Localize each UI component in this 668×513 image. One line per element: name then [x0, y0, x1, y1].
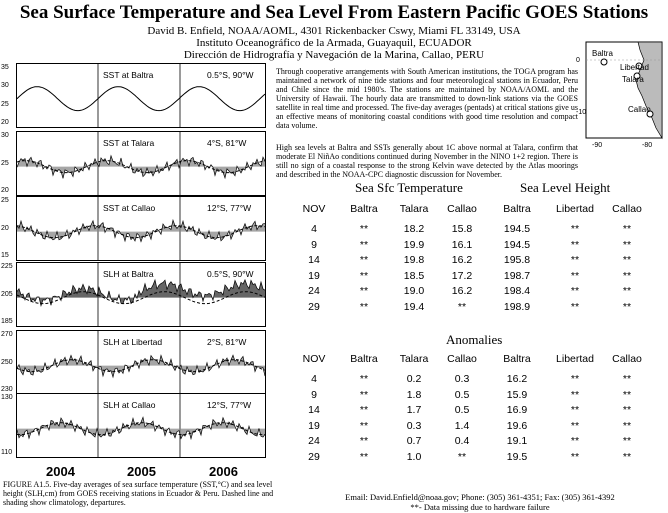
values-cell: ** — [570, 238, 580, 251]
map-tick-lat-10: -10 — [576, 109, 587, 116]
values-cell: ** — [622, 238, 632, 251]
panel-label: SLH at Libertad — [103, 337, 163, 347]
anomalies-cell: ** — [359, 388, 369, 401]
anomalies-cell: 24 — [308, 435, 320, 447]
anomalies-cell: ** — [570, 373, 580, 385]
y-tick-label: 35 — [1, 64, 9, 71]
station-map — [576, 40, 664, 150]
values-cell: 18.5 — [403, 269, 425, 282]
values-cell: ** — [570, 300, 580, 313]
anomalies-column-header: NOV — [302, 353, 326, 365]
values-cell: 19.4 — [403, 300, 425, 313]
anomalies-cell: 19.6 — [506, 419, 528, 432]
panel-coords: 0.5°S, 90°W — [207, 70, 254, 80]
anomalies-cell: 1.7 — [406, 404, 422, 416]
values-cell: 19.8 — [403, 254, 425, 266]
map-tick-lon-80: -80 — [642, 142, 653, 149]
y-tick-label: 25 — [1, 197, 9, 204]
anomalies-cell: ** — [570, 450, 580, 463]
departure-shading — [17, 417, 265, 439]
y-tick-label: 15 — [1, 252, 9, 259]
anomalies-cell: 0.5 — [454, 388, 470, 401]
y-tick-label: 110 — [1, 449, 13, 456]
anomalies-column-header: Libertad — [556, 353, 594, 365]
anomalies-column-header: Baltra — [503, 353, 531, 365]
anomalies-cell: 0.5 — [454, 404, 470, 416]
values-cell: 198.4 — [503, 285, 531, 297]
values-cell: ** — [570, 269, 580, 282]
anomalies-cell: 16.2 — [506, 373, 528, 385]
panel-coords: 4°S, 81°W — [207, 138, 247, 148]
values-cell: 194.5 — [503, 238, 531, 251]
departure-shading — [17, 156, 265, 179]
anomalies-cell: ** — [622, 388, 632, 401]
anomalies-cell: ** — [570, 419, 580, 432]
y-tick-label: 20 — [1, 187, 9, 194]
values-cell: ** — [457, 300, 467, 313]
panel-coords: 0.5°S, 90°W — [207, 269, 254, 279]
panel-label: SST at Talara — [103, 138, 155, 148]
anomalies-cell: 19.5 — [506, 450, 528, 463]
anomalies-cell: 29 — [308, 450, 320, 463]
values-cell: 198.9 — [503, 300, 531, 313]
station-map-graphic — [576, 40, 664, 150]
anomalies-cell: 16.9 — [506, 404, 528, 416]
panel-coords: 2°S, 81°W — [207, 337, 247, 347]
anomalies-cell: ** — [359, 419, 369, 432]
departure-shading — [17, 220, 265, 241]
page-title: Sea Surface Temperature and Sea Level From Eastern Pacific GOES Stations — [19, 2, 649, 23]
map-label-talara: Talara — [622, 75, 644, 84]
values-cell: 195.8 — [503, 254, 531, 266]
year-label-2004: 2004 — [46, 464, 75, 479]
values-cell: ** — [622, 223, 632, 235]
y-tick-label: 230 — [1, 386, 13, 393]
year-label-2005: 2005 — [127, 464, 156, 479]
anomalies-cell: 15.9 — [506, 388, 528, 401]
anomalies-cell: 0.3 — [406, 419, 422, 432]
values-column-header: Baltra — [350, 203, 378, 215]
anomalies-cell: 0.4 — [454, 435, 470, 447]
anomalies-column-header: Callao — [612, 353, 642, 365]
anomalies-cell: ** — [359, 373, 369, 385]
values-cell: 9 — [311, 238, 317, 251]
values-cell: ** — [359, 269, 369, 282]
values-cell: ** — [570, 285, 580, 297]
anomalies-cell: 9 — [311, 388, 317, 401]
missing-data-note: **- Data missing due to hardware failure — [410, 502, 550, 512]
values-cell: 15.8 — [451, 223, 473, 235]
panel-label: SLH at Callao — [103, 400, 156, 410]
values-cell: 18.2 — [403, 223, 425, 235]
anomalies-title: Anomalies — [446, 332, 503, 347]
values-column-header: Libertad — [556, 203, 594, 215]
y-tick-label: 130 — [1, 394, 13, 401]
panel-coords: 12°S, 77°W — [207, 400, 252, 410]
y-tick-label: 25 — [1, 100, 9, 108]
anomalies-cell: 14 — [308, 404, 320, 416]
anomalies-cell: 1.8 — [406, 388, 422, 401]
values-column-header: NOV — [302, 203, 326, 215]
map-label-libertad: Libertad — [620, 63, 649, 72]
values-cell: 16.2 — [451, 254, 473, 266]
y-tick-label: 20 — [1, 119, 9, 126]
sst-group-header: Sea Sfc Temperature — [355, 180, 463, 195]
values-cell: ** — [359, 238, 369, 251]
map-tick-lon-90: -90 — [592, 142, 603, 149]
values-cell: ** — [359, 223, 369, 235]
values-cell: 19.0 — [403, 285, 425, 297]
departure-shading — [17, 280, 265, 306]
slh-group-header: Sea Level Height — [520, 180, 611, 195]
values-cell: 19 — [308, 269, 320, 282]
values-cell: 16.1 — [451, 238, 473, 251]
panel-slh-libertad — [16, 330, 266, 395]
y-tick-label: 20 — [1, 224, 9, 232]
panel-sst-talara — [16, 131, 266, 196]
institution-line-peru: Dirección de Hidrografía y Navegación de la Marina, Callao, PERU — [183, 49, 485, 61]
climatology-line — [17, 87, 265, 111]
y-tick-label: 205 — [1, 290, 13, 298]
observed-series — [17, 355, 265, 377]
anomalies-column-header: Baltra — [350, 353, 378, 365]
values-cell: 29 — [308, 300, 320, 313]
baltra-marker — [601, 59, 607, 65]
footer — [300, 492, 660, 512]
y-tick-label: 25 — [1, 159, 9, 167]
values-cell: 24 — [308, 285, 320, 297]
anomalies-column-header: Callao — [447, 353, 477, 365]
anomalies-cell: 4 — [311, 373, 317, 385]
map-label-callao: Callao — [628, 105, 651, 114]
conditions-paragraph: High sea levels at Baltra and SSTs generally about 1C above normal at Talara, confirm that moderate El NiñAo conditions continued during November in the NINO 1+2 region. There is still no sign of a coastal response to the strong Kelvin wave detected by the Atlas moorings and described in the NOAA-CPC diagnostic discussion for November. — [276, 143, 578, 179]
panel-sst-callao — [16, 196, 266, 261]
y-tick-label: 185 — [1, 318, 13, 325]
panel-coords: 12°S, 77°W — [207, 203, 252, 213]
anomalies-cell: 1.4 — [454, 419, 470, 432]
y-tick-label: 30 — [1, 132, 9, 139]
values-column-header: Callao — [612, 203, 642, 215]
values-column-header: Talara — [399, 203, 429, 215]
values-cell: ** — [622, 285, 632, 297]
values-cell: 4 — [311, 223, 317, 235]
anomalies-cell: ** — [359, 450, 369, 463]
anomalies-cell: 0.3 — [454, 373, 470, 385]
anomalies-cell: ** — [359, 435, 369, 447]
values-cell: ** — [570, 223, 580, 235]
values-cell: ** — [622, 254, 632, 266]
values-cell: ** — [622, 269, 632, 282]
values-column-header: Callao — [447, 203, 477, 215]
anomalies-cell: ** — [622, 373, 632, 385]
institution-line-ecuador: Instituto Oceanográfico de la Armada, Guayaquil, ECUADOR — [196, 37, 472, 49]
values-cell: ** — [622, 300, 632, 313]
values-cell: ** — [359, 254, 369, 266]
anomalies-cell: 19 — [308, 419, 320, 432]
y-tick-label: 270 — [1, 331, 13, 338]
panel-slh-callao — [16, 393, 266, 458]
anomalies-cell: ** — [359, 404, 369, 416]
departure-shading — [17, 355, 265, 377]
values-cell: 198.7 — [503, 269, 531, 282]
values-cell: 17.2 — [451, 269, 473, 282]
panel-label: SST at Baltra — [103, 70, 154, 80]
values-cell: ** — [359, 300, 369, 313]
values-column-header: Baltra — [503, 203, 531, 215]
y-tick-label: 225 — [1, 263, 13, 270]
contact-line: Email: David.Enfield@noaa.gov; Phone: (305) 361-4351; Fax: (305) 361-4392 — [345, 492, 615, 502]
map-label-baltra: Baltra — [592, 49, 613, 58]
values-cell: 194.5 — [503, 223, 531, 235]
anomalies-cell: ** — [570, 388, 580, 401]
y-tick-label: 250 — [1, 358, 13, 366]
anomalies-cell: ** — [622, 404, 632, 416]
values-cell: ** — [359, 285, 369, 297]
values-cell: 16.2 — [451, 285, 473, 297]
figure-caption: FIGURE A1.5. Five-day averages of sea surface temperature (SST,°C) and sea level height (SLH,cm) from GOES receiving stations in Ecuador & Peru. Dashed line and shading show climatology, departures. — [3, 480, 274, 507]
panel-slh-baltra — [16, 262, 266, 327]
panel-sst-baltra — [16, 63, 266, 128]
map-tick-lat-0: 0 — [576, 57, 580, 64]
values-cell: 19.9 — [403, 238, 425, 251]
anomalies-cell: 0.2 — [406, 373, 422, 385]
author-line: David B. Enfield, NOAA/AOML, 4301 Rickenbacker Cswy, Miami FL 33149, USA — [147, 25, 521, 37]
anomalies-cell: 19.1 — [506, 435, 528, 447]
anomalies-cell: ** — [570, 435, 580, 447]
anomalies-column-header: Talara — [399, 353, 429, 365]
anomalies-cell: ** — [622, 435, 632, 447]
anomalies-cell: ** — [570, 404, 580, 416]
panel-label: SLH at Baltra — [103, 269, 154, 279]
intro-paragraph: Through cooperative arrangements with South American institutions, the TOGA program has maintained a network of nine tide stations and four meteorological stations in Ecuador, Peru and Chile since the mid 1980's. The stations are maintained by NOAA/AOML and the University of Hawaii. The hourly data are transmitted to down-link stations via the GOES satellite in real time and processed. The five-day averages (pentads) at critical stations give us an effective means of monitoring coastal conditions with good time resolution and compact data volume. — [276, 67, 578, 130]
values-cell: ** — [570, 254, 580, 266]
anomalies-cell: 1.0 — [406, 450, 422, 463]
y-tick-label: 30 — [1, 82, 9, 90]
year-label-2006: 2006 — [209, 464, 238, 479]
anomalies-cell: ** — [622, 450, 632, 463]
anomalies-cell: ** — [622, 419, 632, 432]
values-cell: 14 — [308, 254, 320, 266]
anomalies-cell: ** — [457, 450, 467, 463]
panel-label: SST at Callao — [103, 203, 156, 213]
anomalies-cell: 0.7 — [406, 435, 422, 447]
